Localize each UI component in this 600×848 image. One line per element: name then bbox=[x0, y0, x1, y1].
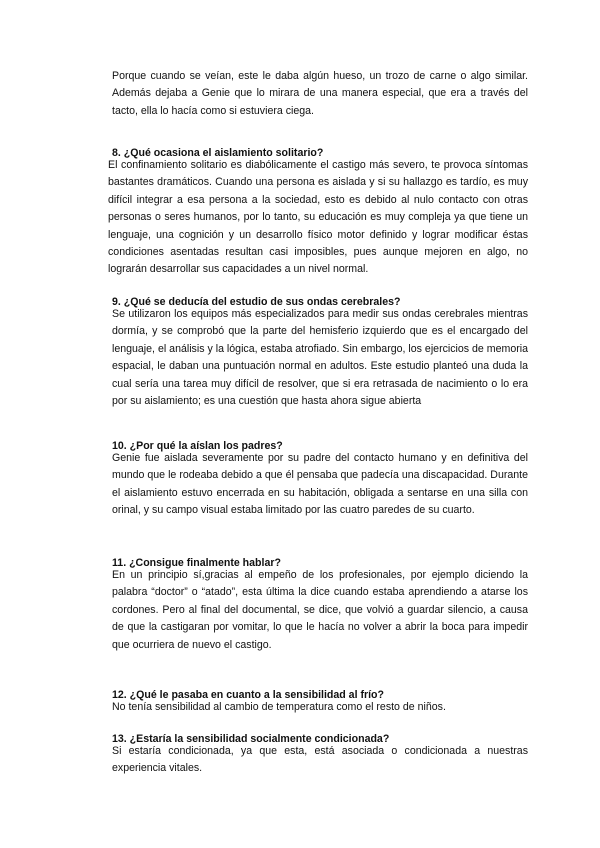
question-13-heading: 13. ¿Estaría la sensibilidad socialmente condicionada? bbox=[112, 733, 390, 745]
question-9-heading: 9. ¿Qué se deducía del estudio de sus ondas cerebrales? bbox=[112, 296, 401, 308]
question-10-heading: 10. ¿Por qué la aíslan los padres? bbox=[112, 440, 283, 452]
answer-8-paragraph: El confinamiento solitario es diabólicamente el castigo más severo, te provoca síntomas bastantes dramáticos. Cuando una persona es aislada y si su hallazgo es tardío, es muy difícil integrar a esa persona a la sociedad, esto es debido al nulo contacto con otras personas o seres humanos, por lo tanto, su educación es muy compleja ya que tiene un lenguaje, una cognición y un desarrollo físico motor definido y lograr modificar éstas condiciones asentadas resultan casi imposibles, pues aunque mejoren en algo, no lograrán desarrollar sus capacidades a un nivel normal. bbox=[108, 159, 528, 276]
answer-9-paragraph: Se utilizaron los equipos más especializados para medir sus ondas cerebrales mientras dormía, y se comprobó que la parte del hemisferio izquierdo que es el encargado del lenguaje, el análisis y la lógica, estaba atrofiado. Sin embargo, los ejercicios de memoria espacial, le daban una puntuación normal en adultos. Este estudio planteó una duda la cual sería una tarea muy difícil de resolver, que si era retrasada de nacimiento o lo era por su aislamiento; es una cuestión que hasta ahora sigue abierta bbox=[112, 308, 528, 408]
question-12-heading: 12. ¿Qué le pasaba en cuanto a la sensibilidad al frío? bbox=[112, 689, 384, 701]
answer-10-paragraph: Genie fue aislada severamente por su padre del contacto humano y en definitiva del mundo que le rodeaba debido a que él pensaba que padecía una discapacidad. Durante el aislamiento estuvo encerrada en su habitación, obligada a sentarse en una silla con orinal, y su campo visual estaba limitado por las cuatro paredes de su cuarto. bbox=[112, 452, 528, 517]
question-11-heading: 11. ¿Consigue finalmente hablar? bbox=[112, 557, 281, 569]
answer-13-paragraph: Si estaría condicionada, ya que esta, está asociada o condicionada a nuestras experiencia vitales. bbox=[112, 745, 528, 775]
answer-12-paragraph: No tenía sensibilidad al cambio de temperatura como el resto de niños. bbox=[112, 701, 446, 713]
intro-paragraph: Porque cuando se veían, este le daba algún hueso, un trozo de carne o algo similar. Además dejaba a Genie que lo mirara de una manera especial, que era a través del tacto, ella lo hacía como si estuviera ciega. bbox=[112, 70, 528, 117]
question-8-heading: 8. ¿Qué ocasiona el aislamiento solitario? bbox=[112, 147, 324, 159]
answer-11-paragraph: En un principio sí,gracias al empeño de los profesionales, por ejemplo diciendo la palabra “doctor” o “atado”, esta última la dice cuando estaba aprendiendo a atarse los cordones. Pero al final del documental, se dice, que volvió a guardar silencio, a causa de que la castigaran por vomitar, lo que le hacía no volver a abrir la boca para impedir que ocurriera de nuevo el castigo. bbox=[112, 569, 528, 651]
